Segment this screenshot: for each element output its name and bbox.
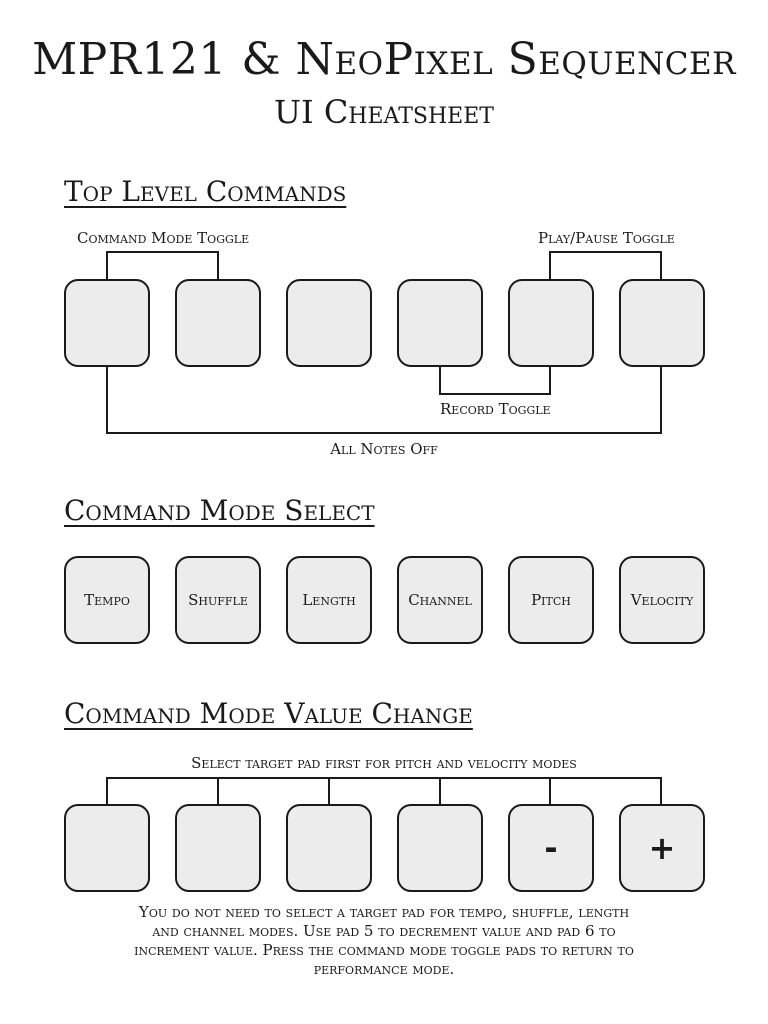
- section-heading-mode-select: Command Mode Select: [64, 494, 375, 527]
- pad-3[interactable]: [286, 804, 372, 892]
- pad-decrement[interactable]: [508, 804, 594, 892]
- pad-label: Tempo: [84, 591, 130, 609]
- pad-4[interactable]: [397, 804, 483, 892]
- target-pad-bracket: [107, 778, 661, 804]
- pad-label: Length: [302, 591, 356, 609]
- pad-label: Shuffle: [188, 591, 248, 609]
- command-mode-toggle-bracket: [107, 252, 218, 279]
- page-subtitle: UI Cheatsheet: [274, 93, 494, 131]
- pad-1[interactable]: [64, 279, 150, 367]
- pad-channel[interactable]: [397, 556, 483, 644]
- pad-label: Channel: [408, 591, 472, 609]
- minus-icon: -: [544, 829, 558, 867]
- pad-shuffle[interactable]: [175, 556, 261, 644]
- annotation-play-pause-toggle: Play/Pause Toggle: [538, 229, 675, 247]
- pad-5[interactable]: [508, 279, 594, 367]
- play-pause-toggle-bracket: [550, 252, 661, 279]
- record-toggle-bracket: [440, 367, 550, 394]
- pad-label: Pitch: [531, 591, 571, 609]
- pad-6[interactable]: [619, 279, 705, 367]
- pad-1[interactable]: [64, 804, 150, 892]
- pad-2[interactable]: [175, 804, 261, 892]
- annotation-record-toggle: Record Toggle: [440, 400, 551, 418]
- annotation-command-mode-toggle: Command Mode Toggle: [77, 229, 250, 247]
- annotation-all-notes-off: All Notes Off: [330, 440, 438, 458]
- value-change-instructions: You do not need to select a target pad for tempo, shuffle, length and channel modes. Use pad 5 to decrement value and pad 6 to increment value. Press the command mode toggle pads to return to performance mode.: [134, 903, 634, 978]
- pad-length[interactable]: [286, 556, 372, 644]
- pad-increment[interactable]: [619, 804, 705, 892]
- section-heading-top-level: Top Level Commands: [64, 175, 347, 208]
- pad-4[interactable]: [397, 279, 483, 367]
- annotation-select-target-pad: Select target pad first for pitch and velocity modes: [191, 754, 577, 772]
- pad-tempo[interactable]: [64, 556, 150, 644]
- pad-3[interactable]: [286, 279, 372, 367]
- pad-2[interactable]: [175, 279, 261, 367]
- pad-label: Velocity: [630, 591, 694, 609]
- all-notes-off-bracket: [107, 367, 661, 433]
- pad-velocity[interactable]: [619, 556, 705, 644]
- plus-icon: +: [648, 829, 676, 867]
- pad-pitch[interactable]: [508, 556, 594, 644]
- section-heading-value-change: Command Mode Value Change: [64, 697, 473, 730]
- page-title: MPR121 & NeoPixel Sequencer: [32, 34, 736, 85]
